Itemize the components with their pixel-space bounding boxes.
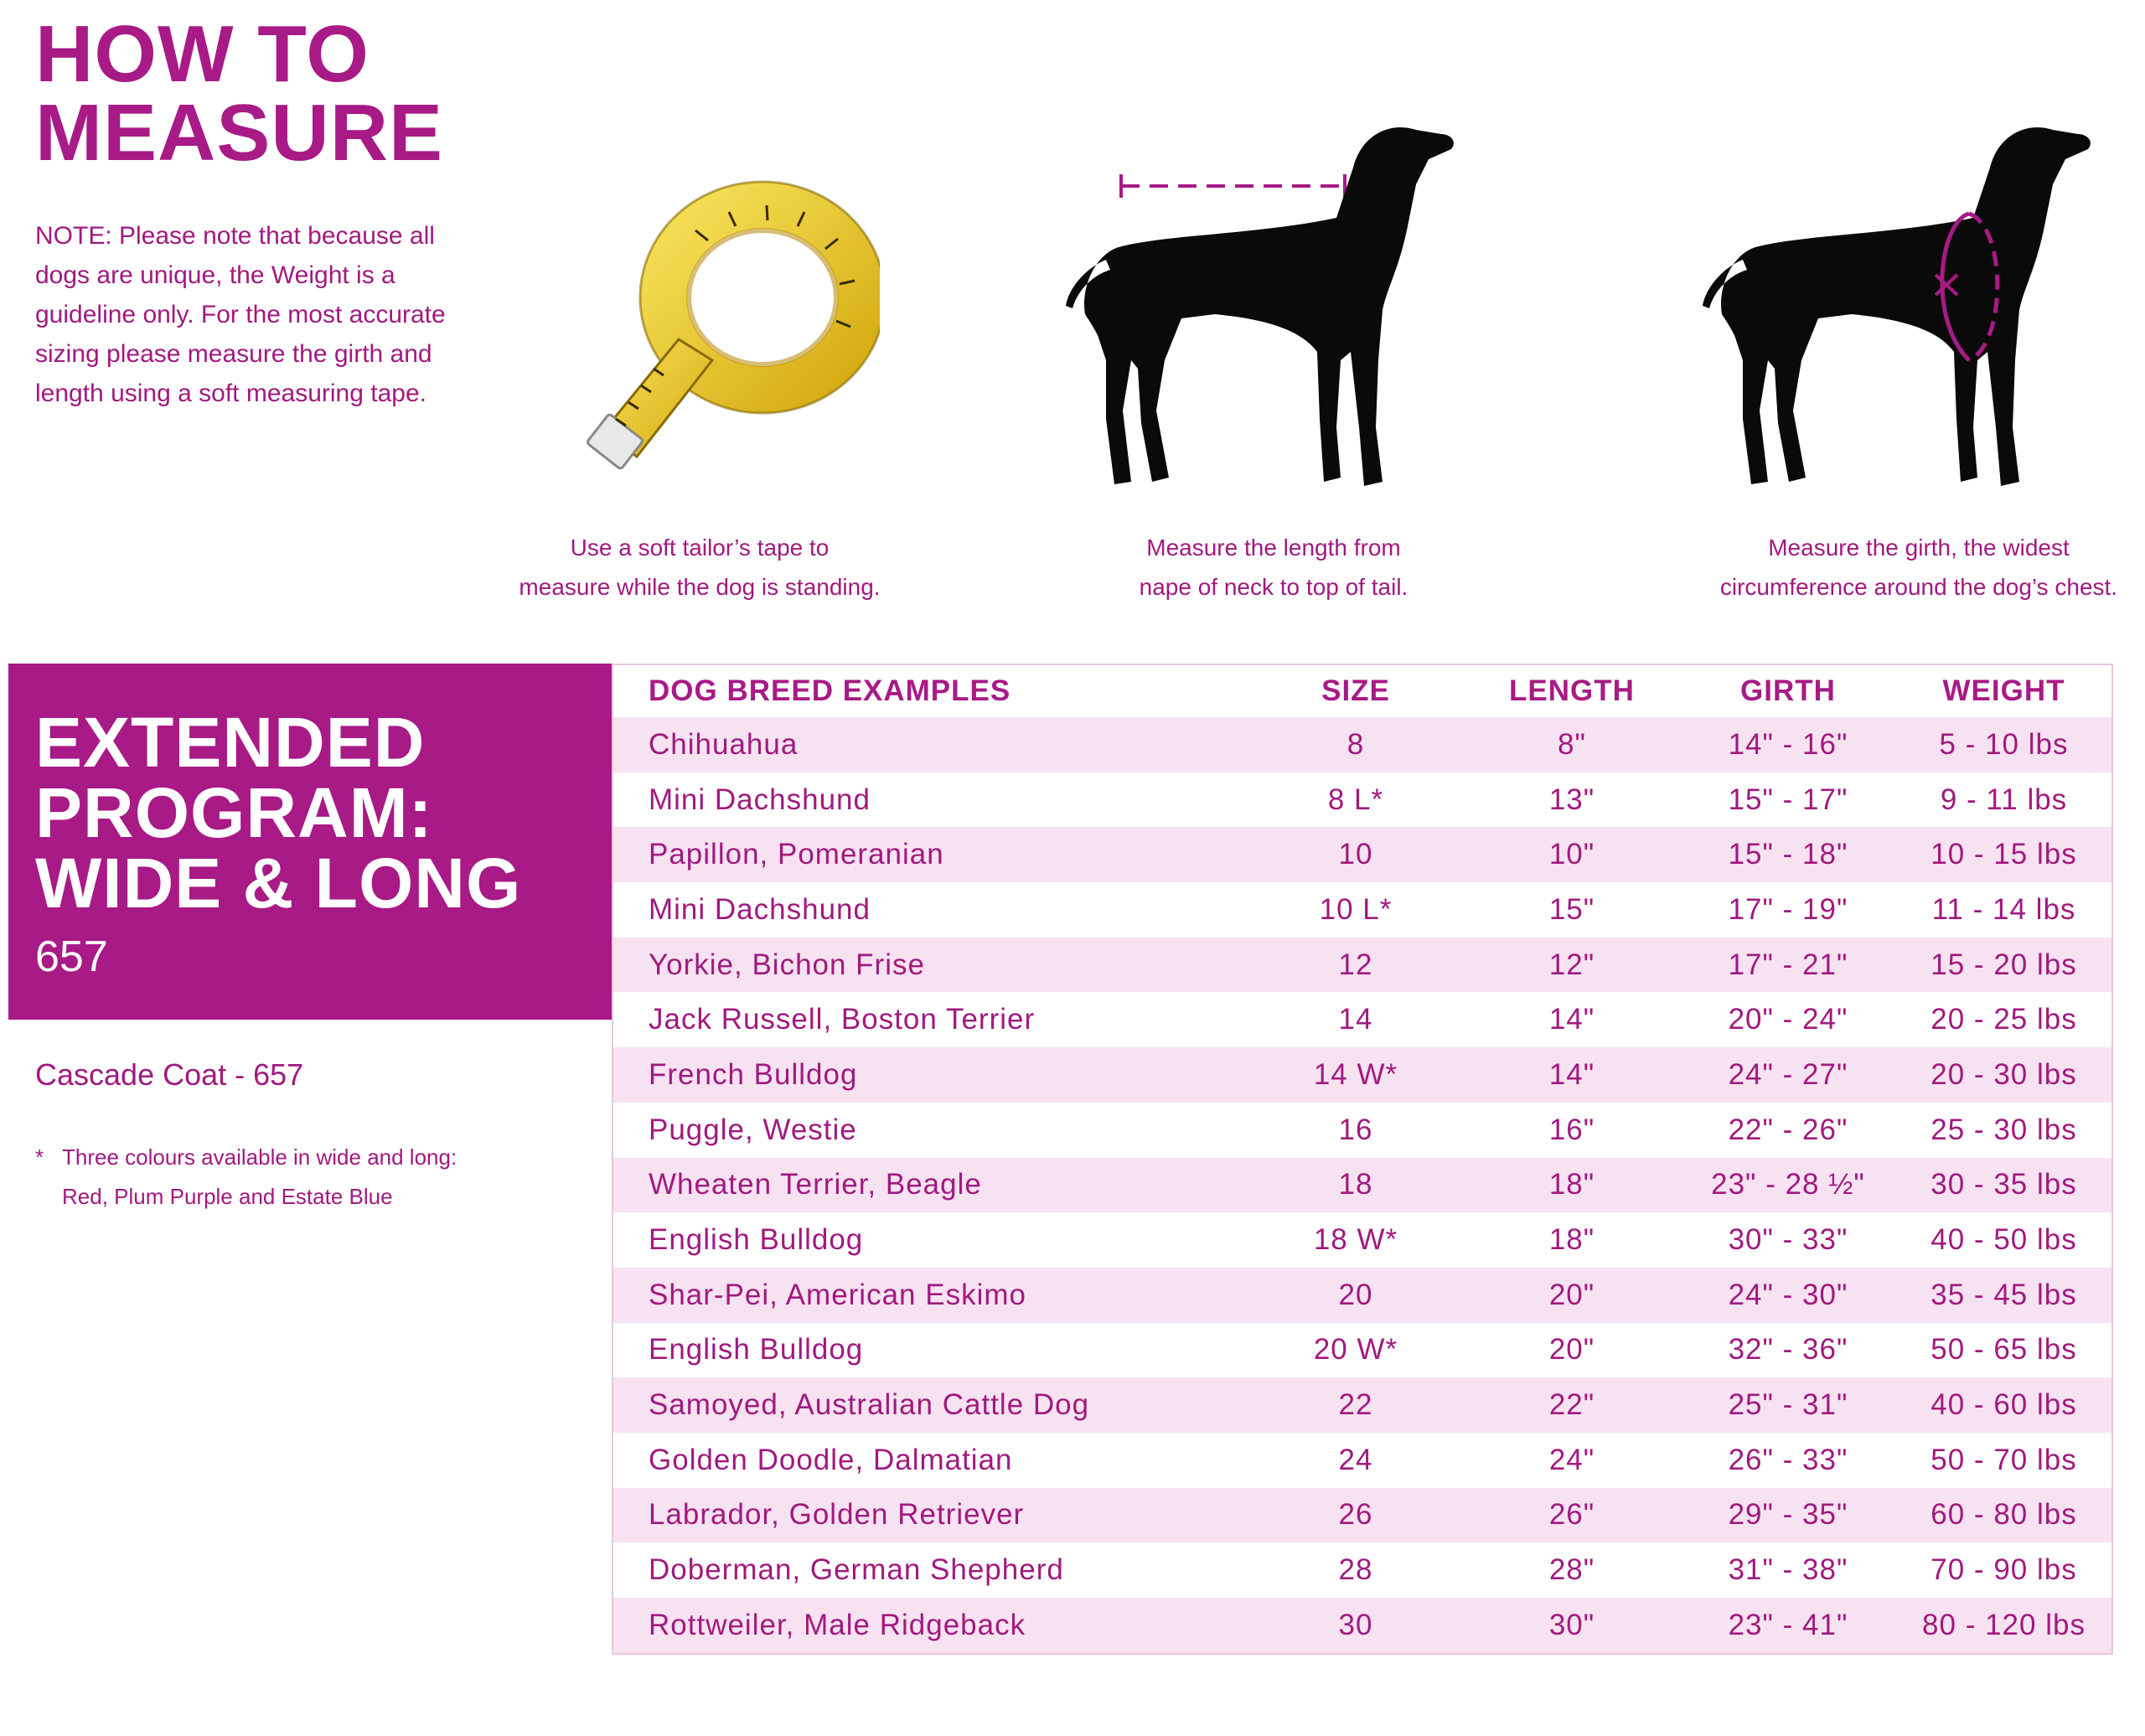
sizing-note: NOTE: Please note that because all dogs are unique, the Weight is a guideline only. For the most accurate sizing please measure the girth and length using a soft measuring tape. xyxy=(35,222,446,407)
cell-weight: 11 - 14 lbs xyxy=(1931,892,2076,926)
cell-size: 22 xyxy=(1248,1377,1464,1433)
footnote-asterisk: * xyxy=(35,1144,44,1170)
cell-size: 12 xyxy=(1248,938,1464,993)
header-breed: DOG BREED EXAMPLES xyxy=(612,664,1248,717)
table-row xyxy=(612,1323,2112,1378)
caption-length-line2: nape of neck to top of tail. xyxy=(1139,574,1408,600)
cell-weight: 40 - 50 lbs xyxy=(1930,1223,2077,1257)
cell-girth: 17" - 21" xyxy=(1680,938,1896,993)
header-size: SIZE xyxy=(1248,664,1464,717)
footnote xyxy=(35,1138,521,1217)
cell-breed: Doberman, German Shepherd xyxy=(649,1553,1064,1587)
cell-girth: 29" - 35" xyxy=(1680,1488,1896,1543)
cell-girth: 26" - 33" xyxy=(1728,1443,1848,1476)
table-row xyxy=(612,717,2112,772)
program-title xyxy=(35,703,522,922)
table-row xyxy=(612,1047,2112,1103)
cell-size: 24 xyxy=(1338,1443,1373,1476)
table-row xyxy=(612,938,2112,993)
cell-weight: 80 - 120 lbs xyxy=(1896,1598,2112,1654)
caption-girth-line1: Measure the girth, the widest xyxy=(1768,535,2070,561)
cell-weight: 40 - 60 lbs xyxy=(1896,1377,2112,1433)
table-row xyxy=(612,1103,2112,1158)
cell-weight: 50 - 70 lbs xyxy=(1930,1443,2077,1476)
cell-weight: 70 - 90 lbs xyxy=(1930,1553,2077,1587)
cell-girth: 15" - 18" xyxy=(1680,827,1896,882)
program-title-line2: PROGRAM: xyxy=(35,773,433,852)
cell-size: 26 xyxy=(1248,1488,1464,1543)
cell-length: 20" xyxy=(1548,1333,1595,1367)
cell-breed: Samoyed, Australian Cattle Dog xyxy=(612,1377,1248,1433)
cell-length: 15" xyxy=(1548,892,1595,926)
cell-girth: 20" - 24" xyxy=(1728,1003,1848,1036)
cell-size: 16 xyxy=(1338,1113,1373,1146)
header-girth: GIRTH xyxy=(1680,664,1896,717)
cell-size: 14 xyxy=(1338,1003,1373,1036)
footnote-line1: Three colours available in wide and long: xyxy=(62,1144,457,1170)
cell-breed: English Bulldog xyxy=(649,1223,864,1257)
cell-length: 28" xyxy=(1548,1553,1595,1587)
dog-silhouette xyxy=(1066,127,1454,486)
program-title-line3: WIDE & LONG xyxy=(35,844,522,922)
cell-weight: 30 - 35 lbs xyxy=(1896,1158,2112,1213)
cell-length: 22" xyxy=(1464,1377,1680,1433)
cell-breed: Rottweiler, Male Ridgeback xyxy=(612,1598,1248,1654)
caption-girth-line2: circumference around the dog’s chest. xyxy=(1719,574,2118,600)
caption-tape-line2: measure while the dog is standing. xyxy=(519,574,881,600)
program-panel xyxy=(8,664,612,1020)
cell-breed: Wheaten Terrier, Beagle xyxy=(612,1158,1248,1213)
cell-breed: Mini Dachshund xyxy=(649,783,871,816)
cell-breed: English Bulldog xyxy=(649,1333,864,1367)
table-row xyxy=(612,992,2112,1047)
cell-weight: 50 - 65 lbs xyxy=(1930,1333,2077,1367)
dog-length-icon xyxy=(1047,109,1500,511)
cell-girth: 14" - 16" xyxy=(1680,717,1896,772)
cell-breed: Puggle, Westie xyxy=(649,1113,857,1146)
cell-breed: French Bulldog xyxy=(612,1047,1248,1103)
cell-size: 8 xyxy=(1248,717,1464,772)
cell-length: 18" xyxy=(1548,1223,1595,1257)
cell-breed: Chihuahua xyxy=(612,717,1248,772)
cell-girth: 15" - 17" xyxy=(1728,783,1848,816)
cell-breed: Jack Russell, Boston Terrier xyxy=(649,1003,1036,1036)
cell-girth: 31" - 38" xyxy=(1728,1553,1848,1587)
header-weight: WEIGHT xyxy=(1896,664,2112,717)
cell-weight: 9 - 11 lbs xyxy=(1940,783,2068,816)
cell-size: 18 W* xyxy=(1313,1223,1398,1257)
cell-length: 18" xyxy=(1464,1158,1680,1213)
cell-length: 30" xyxy=(1464,1598,1680,1654)
caption-length xyxy=(1072,528,1475,607)
cell-weight: 15 - 20 lbs xyxy=(1896,938,2112,993)
header-length: LENGTH xyxy=(1464,664,1680,717)
cell-size: 10 L* xyxy=(1319,892,1393,926)
table-header-row xyxy=(612,664,2112,717)
cell-weight: 20 - 25 lbs xyxy=(1930,1003,2077,1036)
cell-girth: 25" - 31" xyxy=(1680,1377,1896,1433)
cell-size: 10 xyxy=(1248,827,1464,882)
table-row xyxy=(612,1433,2112,1488)
cell-size: 20 xyxy=(1248,1268,1464,1323)
table-row xyxy=(612,1212,2112,1268)
dog-girth-icon xyxy=(1684,109,2137,511)
cell-length: 13" xyxy=(1548,783,1595,816)
cell-breed: Yorkie, Bichon Frise xyxy=(612,938,1248,993)
cell-length: 16" xyxy=(1548,1113,1595,1146)
program-title-line1: EXTENDED xyxy=(35,703,426,782)
cell-breed: Mini Dachshund xyxy=(649,892,871,926)
cell-girth: 24" - 30" xyxy=(1680,1268,1896,1323)
cell-length: 14" xyxy=(1548,1003,1595,1036)
cell-weight: 10 - 15 lbs xyxy=(1896,827,2112,882)
cell-girth: 23" - 41" xyxy=(1680,1598,1896,1654)
cell-girth: 22" - 26" xyxy=(1728,1113,1848,1146)
table-row xyxy=(612,1542,2112,1598)
cell-weight: 35 - 45 lbs xyxy=(1896,1268,2112,1323)
table-row xyxy=(612,827,2112,882)
caption-tape-line1: Use a soft tailor’s tape to xyxy=(570,535,830,561)
size-table xyxy=(612,664,2113,1655)
cell-length: 26" xyxy=(1464,1488,1680,1543)
cell-girth: 17" - 19" xyxy=(1728,892,1848,926)
title-line-2: MEASURE xyxy=(35,88,444,178)
cell-length: 24" xyxy=(1548,1443,1595,1476)
table-row xyxy=(612,882,2112,938)
cell-size: 30 xyxy=(1248,1598,1464,1654)
cell-weight: 60 - 80 lbs xyxy=(1896,1488,2112,1543)
cell-weight: 20 - 30 lbs xyxy=(1896,1047,2112,1103)
table-row xyxy=(612,1158,2112,1213)
cell-girth: 23" - 28 ½" xyxy=(1680,1158,1896,1213)
table-row xyxy=(612,1488,2112,1543)
cell-size: 8 L* xyxy=(1327,783,1384,816)
cell-length: 12" xyxy=(1464,938,1680,993)
cell-weight: 25 - 30 lbs xyxy=(1930,1113,2077,1146)
cell-length: 20" xyxy=(1464,1268,1680,1323)
cell-breed: Papillon, Pomeranian xyxy=(612,827,1248,882)
cell-breed: Shar-Pei, American Eskimo xyxy=(612,1268,1248,1323)
cell-breed: Labrador, Golden Retriever xyxy=(612,1488,1248,1543)
measuring-tape-icon xyxy=(553,180,880,490)
caption-length-line1: Measure the length from xyxy=(1146,535,1401,561)
program-code: 657 xyxy=(35,933,108,981)
table-row xyxy=(612,772,2112,828)
cell-size: 18 xyxy=(1248,1158,1464,1213)
cell-weight: 5 - 10 lbs xyxy=(1896,717,2112,772)
caption-girth xyxy=(1667,528,2145,607)
table-row xyxy=(612,1268,2112,1323)
cell-length: 10" xyxy=(1464,827,1680,882)
cell-breed: Golden Doodle, Dalmatian xyxy=(649,1443,1013,1476)
cell-size: 20 W* xyxy=(1313,1333,1398,1367)
cell-size: 14 W* xyxy=(1248,1047,1464,1103)
footnote-line2: Red, Plum Purple and Estate Blue xyxy=(62,1184,393,1209)
page-title xyxy=(35,9,444,178)
table-row xyxy=(612,1598,2112,1654)
dog-silhouette xyxy=(1703,127,2091,486)
cell-girth: 30" - 33" xyxy=(1728,1223,1848,1257)
coat-name: Cascade Coat - 657 xyxy=(35,1057,304,1092)
cell-size: 28 xyxy=(1338,1553,1373,1587)
table-row xyxy=(612,1377,2112,1433)
cell-length: 14" xyxy=(1464,1047,1680,1103)
caption-tape xyxy=(478,528,922,607)
cell-girth: 24" - 27" xyxy=(1680,1047,1896,1103)
cell-girth: 32" - 36" xyxy=(1728,1333,1848,1367)
cell-length: 8" xyxy=(1464,717,1680,772)
title-line-1: HOW TO xyxy=(35,9,370,99)
